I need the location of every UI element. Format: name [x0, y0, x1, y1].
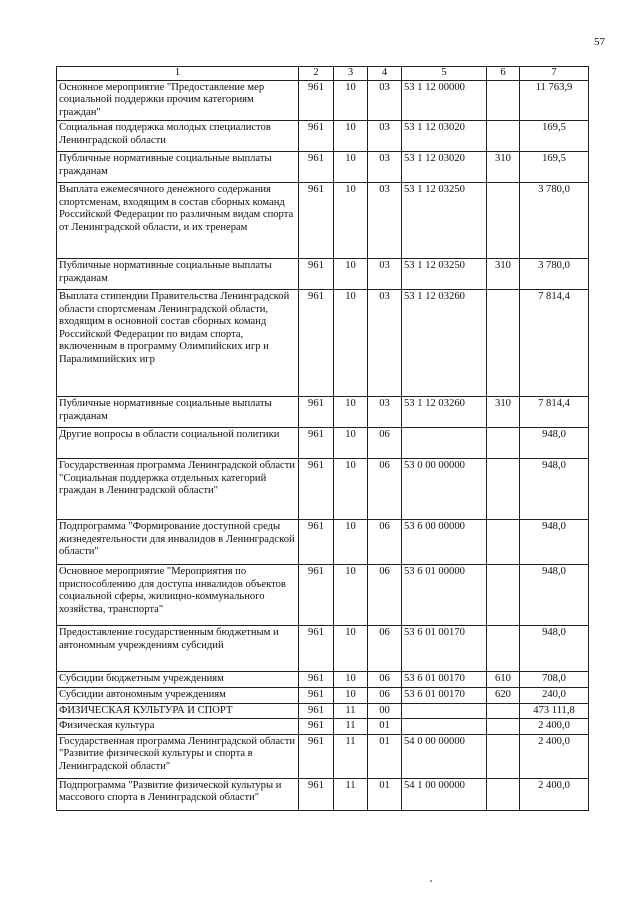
amount-cell: 948,0 — [520, 428, 589, 459]
expense-type-cell: 310 — [487, 397, 520, 428]
target-article-cell: 53 1 12 03250 — [402, 183, 487, 259]
budget-table — [56, 66, 589, 811]
subsection-code-cell: 03 — [368, 152, 402, 183]
section-code-cell: 10 — [334, 626, 368, 672]
row-name-cell: Физическая культура — [57, 719, 299, 735]
row-name-cell: Предоставление государственным бюджетным и автономным учреждениям субсидий — [57, 626, 299, 672]
section-code-cell: 10 — [334, 672, 368, 688]
expense-type-cell — [487, 121, 520, 152]
target-article-cell: 53 6 01 00170 — [402, 688, 487, 704]
table-row — [57, 459, 589, 520]
expense-type-cell — [487, 626, 520, 672]
header-col-5: 5 — [402, 67, 487, 81]
row-name-cell: Государственная программа Ленинградской области "Развитие физической культуры и спорта в Ленинградской области" — [57, 734, 299, 778]
section-code-cell: 10 — [334, 290, 368, 397]
table-body — [57, 80, 589, 810]
subsection-code-cell: 01 — [368, 734, 402, 778]
ministry-code-cell: 961 — [299, 259, 334, 290]
subsection-code-cell: 06 — [368, 565, 402, 626]
expense-type-cell — [487, 719, 520, 735]
amount-cell: 7 814,4 — [520, 397, 589, 428]
target-article-cell: 53 1 12 00000 — [402, 80, 487, 121]
row-name-cell: Публичные нормативные социальные выплаты гражданам — [57, 397, 299, 428]
expense-type-cell — [487, 703, 520, 719]
row-name-cell: ФИЗИЧЕСКАЯ КУЛЬТУРА И СПОРТ — [57, 703, 299, 719]
expense-type-cell — [487, 80, 520, 121]
row-name-cell: Публичные нормативные социальные выплаты гражданам — [57, 259, 299, 290]
ministry-code-cell: 961 — [299, 183, 334, 259]
section-code-cell: 11 — [334, 719, 368, 735]
expense-type-cell — [487, 734, 520, 778]
section-code-cell: 10 — [334, 397, 368, 428]
table-header-row — [57, 67, 589, 81]
ministry-code-cell: 961 — [299, 778, 334, 810]
expense-type-cell: 310 — [487, 259, 520, 290]
ministry-code-cell: 961 — [299, 520, 334, 565]
scan-speck — [430, 880, 432, 882]
subsection-code-cell: 00 — [368, 703, 402, 719]
subsection-code-cell: 06 — [368, 459, 402, 520]
target-article-cell: 53 6 01 00000 — [402, 565, 487, 626]
header-col-2: 2 — [299, 67, 334, 81]
target-article-cell: 53 1 12 03260 — [402, 397, 487, 428]
expense-type-cell — [487, 520, 520, 565]
subsection-code-cell: 03 — [368, 259, 402, 290]
ministry-code-cell: 961 — [299, 688, 334, 704]
subsection-code-cell: 06 — [368, 626, 402, 672]
section-code-cell: 11 — [334, 734, 368, 778]
section-code-cell: 10 — [334, 259, 368, 290]
target-article-cell: 53 6 00 00000 — [402, 520, 487, 565]
ministry-code-cell: 961 — [299, 703, 334, 719]
section-code-cell: 11 — [334, 703, 368, 719]
target-article-cell — [402, 703, 487, 719]
section-code-cell: 10 — [334, 459, 368, 520]
target-article-cell: 53 0 00 00000 — [402, 459, 487, 520]
target-article-cell: 53 1 12 03250 — [402, 259, 487, 290]
subsection-code-cell: 01 — [368, 778, 402, 810]
amount-cell: 3 780,0 — [520, 183, 589, 259]
table-row — [57, 688, 589, 704]
section-code-cell: 10 — [334, 428, 368, 459]
section-code-cell: 10 — [334, 565, 368, 626]
header-col-6: 6 — [487, 67, 520, 81]
section-code-cell: 10 — [334, 80, 368, 121]
row-name-cell: Основное мероприятие "Мероприятия по приспособлению для доступа инвалидов объектов социальной сферы, жилищно-коммунального хозяйства, транспорта" — [57, 565, 299, 626]
expense-type-cell — [487, 565, 520, 626]
subsection-code-cell: 03 — [368, 183, 402, 259]
table-row — [57, 778, 589, 810]
table-row — [57, 259, 589, 290]
section-code-cell: 10 — [334, 688, 368, 704]
table-row — [57, 152, 589, 183]
subsection-code-cell: 03 — [368, 121, 402, 152]
table-row — [57, 734, 589, 778]
expense-type-cell — [487, 778, 520, 810]
ministry-code-cell: 961 — [299, 672, 334, 688]
amount-cell: 948,0 — [520, 565, 589, 626]
expense-type-cell — [487, 459, 520, 520]
table-row — [57, 672, 589, 688]
amount-cell: 948,0 — [520, 520, 589, 565]
ministry-code-cell: 961 — [299, 459, 334, 520]
subsection-code-cell: 06 — [368, 688, 402, 704]
row-name-cell: Выплата стипендии Правительства Ленинградской области спортсменам Ленинградской области, входящим в основной состав сборных команд Российской Федерации по видам спорта, включенным в программу Олимпийских игр и Паралимпийских игр — [57, 290, 299, 397]
subsection-code-cell: 01 — [368, 719, 402, 735]
amount-cell: 948,0 — [520, 459, 589, 520]
ministry-code-cell: 961 — [299, 734, 334, 778]
amount-cell: 240,0 — [520, 688, 589, 704]
target-article-cell: 54 0 00 00000 — [402, 734, 487, 778]
row-name-cell: Субсидии автономным учреждениям — [57, 688, 299, 704]
amount-cell: 169,5 — [520, 152, 589, 183]
row-name-cell: Подпрограмма "Развитие физической культуры и массового спорта в Ленинградской области" — [57, 778, 299, 810]
amount-cell: 7 814,4 — [520, 290, 589, 397]
ministry-code-cell: 961 — [299, 397, 334, 428]
target-article-cell: 53 6 01 00170 — [402, 672, 487, 688]
expense-type-cell — [487, 290, 520, 397]
expense-type-cell: 610 — [487, 672, 520, 688]
ministry-code-cell: 961 — [299, 152, 334, 183]
row-name-cell: Другие вопросы в области социальной политики — [57, 428, 299, 459]
ministry-code-cell: 961 — [299, 290, 334, 397]
table-row — [57, 626, 589, 672]
ministry-code-cell: 961 — [299, 121, 334, 152]
table-row — [57, 290, 589, 397]
amount-cell: 11 763,9 — [520, 80, 589, 121]
amount-cell: 2 400,0 — [520, 734, 589, 778]
table-row — [57, 121, 589, 152]
section-code-cell: 11 — [334, 778, 368, 810]
table-row — [57, 565, 589, 626]
ministry-code-cell: 961 — [299, 80, 334, 121]
ministry-code-cell: 961 — [299, 719, 334, 735]
amount-cell: 948,0 — [520, 626, 589, 672]
target-article-cell — [402, 719, 487, 735]
table-row — [57, 80, 589, 121]
header-col-7: 7 — [520, 67, 589, 81]
subsection-code-cell: 06 — [368, 428, 402, 459]
page-number: 57 — [594, 36, 605, 48]
target-article-cell: 53 6 01 00170 — [402, 626, 487, 672]
section-code-cell: 10 — [334, 183, 368, 259]
expense-type-cell: 310 — [487, 152, 520, 183]
row-name-cell: Публичные нормативные социальные выплаты гражданам — [57, 152, 299, 183]
subsection-code-cell: 03 — [368, 80, 402, 121]
row-name-cell: Социальная поддержка молодых специалистов Ленинградской области — [57, 121, 299, 152]
subsection-code-cell: 03 — [368, 397, 402, 428]
row-name-cell: Основное мероприятие "Предоставление мер социальной поддержки прочим категориям граждан" — [57, 80, 299, 121]
section-code-cell: 10 — [334, 121, 368, 152]
row-name-cell: Подпрограмма "Формирование доступной среды жизнедеятельности для инвалидов в Ленинградской области" — [57, 520, 299, 565]
row-name-cell: Субсидии бюджетным учреждениям — [57, 672, 299, 688]
subsection-code-cell: 06 — [368, 520, 402, 565]
table-row — [57, 397, 589, 428]
table-row — [57, 520, 589, 565]
target-article-cell: 53 1 12 03260 — [402, 290, 487, 397]
amount-cell: 3 780,0 — [520, 259, 589, 290]
subsection-code-cell: 03 — [368, 290, 402, 397]
row-name-cell: Государственная программа Ленинградской области "Социальная поддержка отдельных категорий граждан в Ленинградской области" — [57, 459, 299, 520]
table-row — [57, 183, 589, 259]
expense-type-cell: 620 — [487, 688, 520, 704]
table-row — [57, 719, 589, 735]
section-code-cell: 10 — [334, 520, 368, 565]
ministry-code-cell: 961 — [299, 565, 334, 626]
amount-cell: 708,0 — [520, 672, 589, 688]
expense-type-cell — [487, 428, 520, 459]
subsection-code-cell: 06 — [368, 672, 402, 688]
table-row — [57, 703, 589, 719]
ministry-code-cell: 961 — [299, 626, 334, 672]
target-article-cell: 53 1 12 03020 — [402, 121, 487, 152]
header-col-1: 1 — [57, 67, 299, 81]
amount-cell: 473 111,8 — [520, 703, 589, 719]
target-article-cell — [402, 428, 487, 459]
amount-cell: 169,5 — [520, 121, 589, 152]
target-article-cell: 54 1 00 00000 — [402, 778, 487, 810]
section-code-cell: 10 — [334, 152, 368, 183]
row-name-cell: Выплата ежемесячного денежного содержания спортсменам, входящим в состав сборных команд Российской Федерации по различным видам спорта от Ленинградской области, и их тренерам — [57, 183, 299, 259]
header-col-4: 4 — [368, 67, 402, 81]
amount-cell: 2 400,0 — [520, 719, 589, 735]
amount-cell: 2 400,0 — [520, 778, 589, 810]
ministry-code-cell: 961 — [299, 428, 334, 459]
target-article-cell: 53 1 12 03020 — [402, 152, 487, 183]
table-row — [57, 428, 589, 459]
expense-type-cell — [487, 183, 520, 259]
header-col-3: 3 — [334, 67, 368, 81]
